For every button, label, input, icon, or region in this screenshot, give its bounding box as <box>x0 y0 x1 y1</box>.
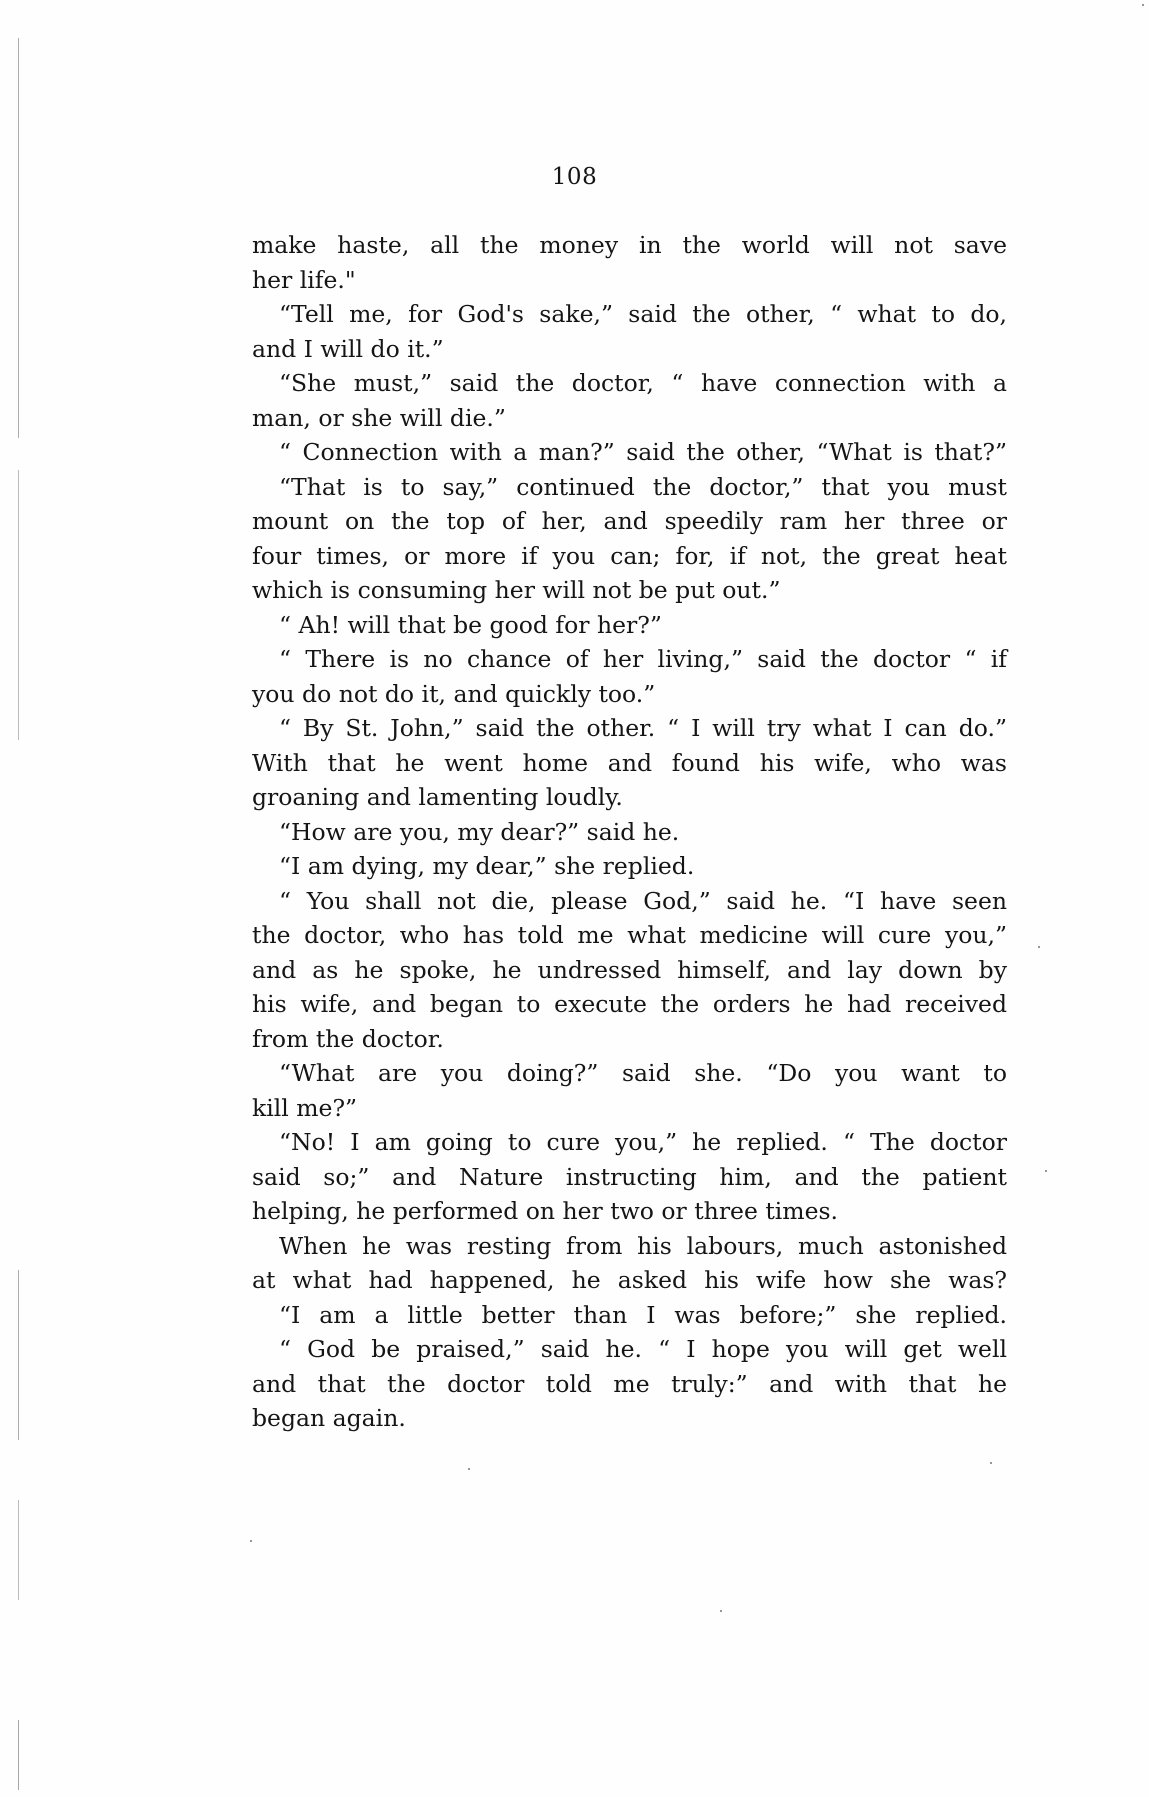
text-line: you do not do it, and quickly too.” <box>252 679 656 708</box>
text-line: and I will do it.” <box>252 334 444 363</box>
scan-speck <box>990 1462 992 1464</box>
text-line: “ God be praised,” said he. “ I hope you will get well <box>279 1335 1007 1363</box>
text-line: “ Ah! will that be good for her?” <box>279 610 662 639</box>
text-line: man, or she will die.” <box>252 403 506 432</box>
text-line: “I am dying, my dear,” she replied. <box>279 852 695 880</box>
scan-speck <box>468 1468 470 1470</box>
text-line: his wife, and began to execute the orders he had received <box>252 990 1007 1018</box>
text-line: “ There is no chance of her living,” said the doctor “ if <box>279 645 1007 673</box>
scan-edge-line <box>18 1500 19 1600</box>
text-line: “Tell me, for God's sake,” said the other, “ what to do, <box>279 300 1007 328</box>
text-line: four times, or more if you can; for, if not, the great heat <box>252 541 1007 570</box>
text-line: When he was resting from his labours, much astonished <box>279 1231 1007 1260</box>
text-line: “How are you, my dear?” said he. <box>279 817 680 846</box>
text-line: “ By St. John,” said the other. “ I will try what I can do.” <box>279 714 1007 742</box>
text-line: “I am a little better than I was before;” she replied. <box>279 1300 1007 1329</box>
scan-speck <box>1045 1170 1047 1172</box>
body-text <box>252 228 1007 1436</box>
text-line: “What are you doing?” said she. “Do you want to <box>279 1059 1007 1087</box>
text-line: her life." <box>252 265 356 294</box>
text-line: “She must,” said the doctor, “ have connection with a <box>279 369 1007 397</box>
text-line: began again. <box>252 1404 406 1432</box>
scan-edge-line <box>18 470 19 740</box>
text-line: kill me?” <box>252 1093 358 1122</box>
text-line: “ Connection with a man?” said the other, “What is that?” <box>279 438 1007 466</box>
text-line: helping, he performed on her two or three times. <box>252 1197 839 1225</box>
text-line: from the doctor. <box>252 1024 444 1053</box>
text-line: mount on the top of her, and speedily ram her three or <box>252 507 1007 535</box>
text-line: “ You shall not die, please God,” said he. “I have seen <box>279 886 1007 915</box>
scan-speck <box>1142 4 1144 6</box>
text-line: groaning and lamenting loudly. <box>252 783 623 811</box>
text-line: the doctor, who has told me what medicine will cure you,” <box>252 921 1007 949</box>
scan-speck <box>720 1610 722 1612</box>
scan-edge-line <box>18 38 19 438</box>
text-line: With that he went home and found his wife, who was <box>252 748 1007 777</box>
text-line: “No! I am going to cure you,” he replied. “ The doctor <box>279 1128 1007 1156</box>
text-line: at what had happened, he asked his wife how she was? <box>252 1266 1007 1294</box>
scan-speck <box>1038 946 1040 948</box>
scan-edge-line <box>18 1270 19 1440</box>
text-line: and that the doctor told me truly:” and with that he <box>252 1369 1007 1398</box>
scan-speck <box>250 1540 252 1542</box>
text-line: and as he spoke, he undressed himself, and lay down by <box>252 955 1007 984</box>
text-line: which is consuming her will not be put out.” <box>252 576 781 604</box>
text-line: make haste, all the money in the world will not save <box>252 231 1007 259</box>
text-line: said so;” and Nature instructing him, and the patient <box>252 1162 1007 1191</box>
scan-edge-line <box>18 1720 19 1790</box>
text-line: “That is to say,” continued the doctor,” that you must <box>279 472 1007 501</box>
page-number: 108 <box>551 164 598 190</box>
